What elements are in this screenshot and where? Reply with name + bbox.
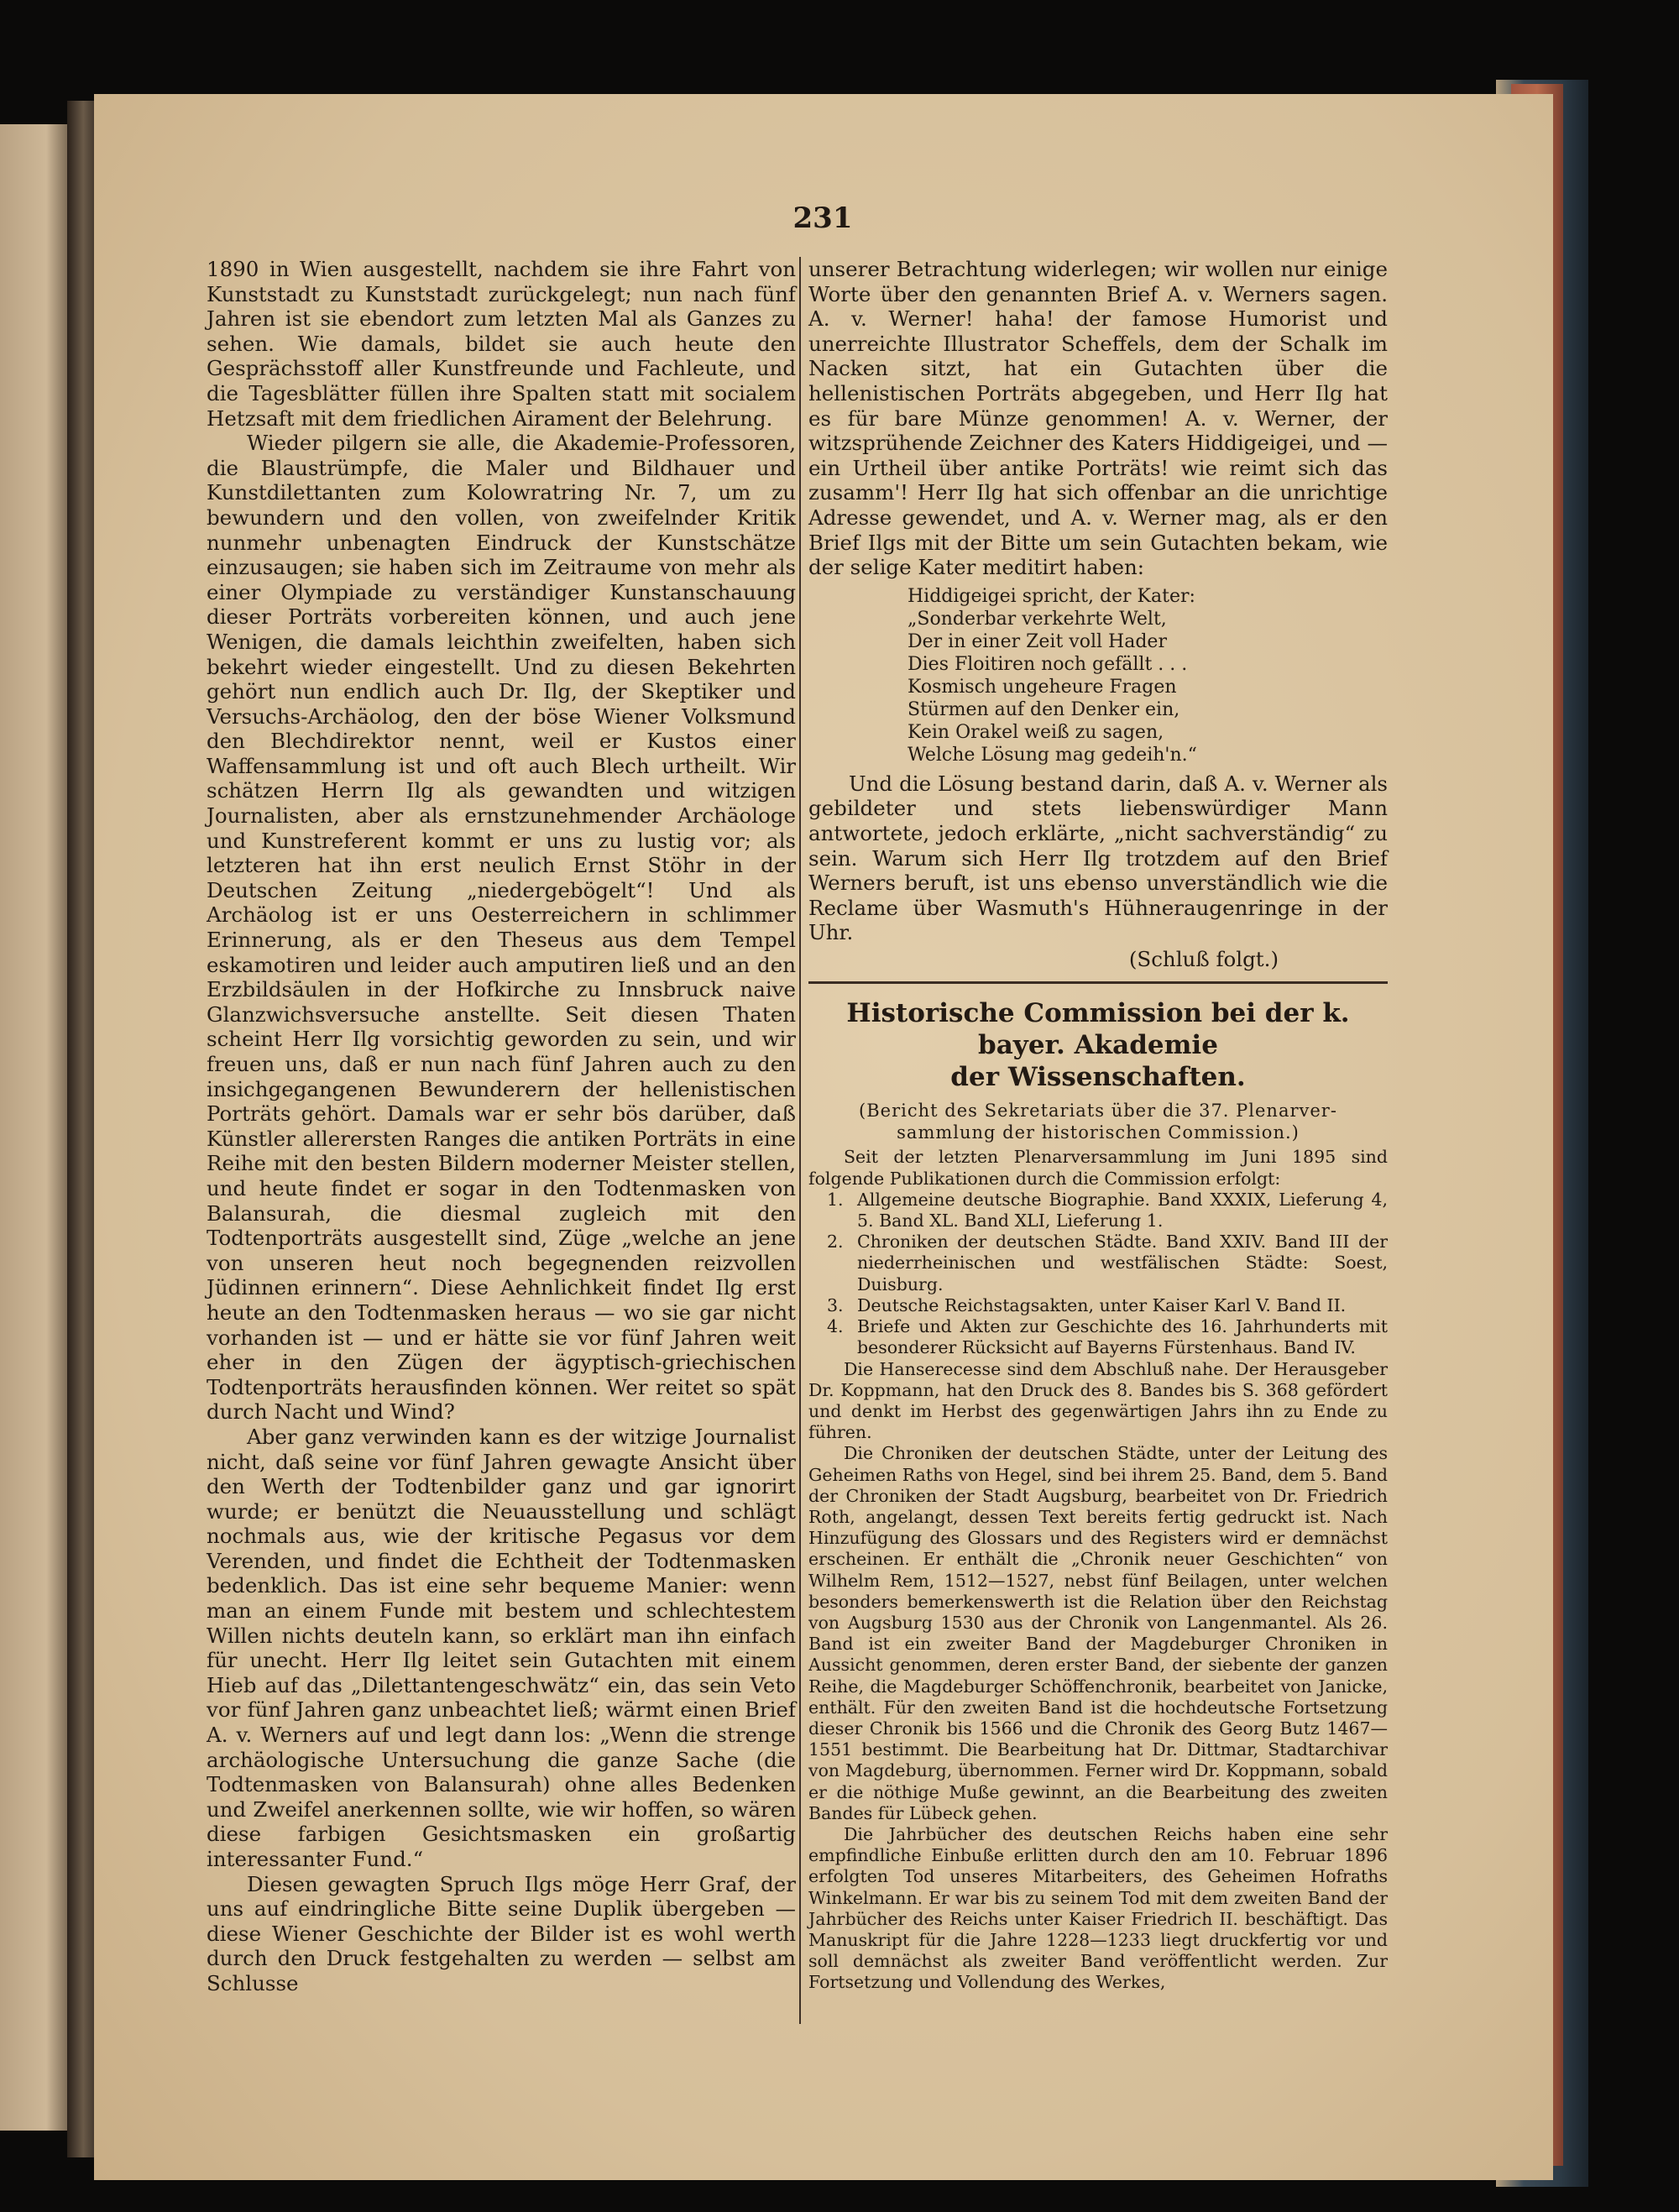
- subtitle-line: (Bericht des Sekretariats über die 37. Plenarver-: [859, 1101, 1337, 1122]
- poem: [907, 585, 1388, 766]
- poem-line: Stürmen auf den Denker ein,: [907, 698, 1180, 720]
- left-column: [207, 257, 796, 1996]
- report-body: [808, 1147, 1388, 1993]
- poem-line: Dies Floitiren noch gefällt . . .: [907, 653, 1188, 675]
- paragraph: Und die Lösung bestand darin, daß A. v. Werner als gebildeter und stets liebenswürdiger Mann antwortete, jedoch erklärte, „nicht sachverständig“ zu sein. Warum sich Herr Ilg trotzdem auf den Brief Werners beruft, ist uns ebenso unverständlich wie die Reclame über Wasmuth's Hühneraugenringe in der Uhr.: [808, 771, 1388, 945]
- publication-list: [808, 1190, 1388, 1359]
- paragraph: Die Jahrbücher des deutschen Reichs haben eine sehr empfindliche Einbuße erlitten durch den am 10. Februar 1896 erfolgten Tod unseres Mitarbeiters, des Geheimen Hofraths Winkelmann. Er war bis zu seinem Tod mit dem zweiten Band der Jahrbücher des Reichs unter Kaiser Friedrich II. beschäftigt. Das Manuskript für die Jahre 1228—1233 liegt druckfertig vor und soll demnächst als zweiter Band veröffentlicht werden. Zur Fortsetzung und Vollendung des Werkes,: [808, 1823, 1388, 1993]
- paragraph: 1890 in Wien ausgestellt, nachdem sie ihre Fahrt von Kunststadt zu Kunststadt zurückgelegt; nun nach fünf Jahren ist sie ebendort zum letzten Mal als Ganzes zu sehen. Wie damals, bildet sie auch heute den Gesprächsstoff aller Kunstfreunde und Fachleute, und die Tagesblätter füllen ihre Spalten statt mit socialem Hetzsaft mit dem friedlichen Airament der Belehrung.: [207, 257, 796, 431]
- paragraph: Seit der letzten Plenarversammlung im Juni 1895 sind folgende Publikationen durch die Commission erfolgt:: [808, 1147, 1388, 1189]
- list-item: 4. Briefe und Akten zur Geschichte des 16. Jahrhunderts mit besonderer Rücksicht auf Bayerns Fürstenhaus. Band IV.: [827, 1316, 1388, 1358]
- poem-line: Hiddigeigei spricht, der Kater:: [907, 585, 1195, 607]
- heading-line: der Wissenschaften.: [950, 1062, 1246, 1093]
- heading-line: Historische Commission bei der k. bayer. Akademie: [846, 998, 1350, 1061]
- poem-line: Welche Lösung mag gedeih'n.“: [907, 744, 1197, 766]
- right-column: [808, 257, 1388, 1994]
- section-subtitle: [808, 1100, 1388, 1143]
- poem-line: Kein Orakel weiß zu sagen,: [907, 721, 1164, 743]
- paragraph: Wieder pilgern sie alle, die Akademie-Professoren, die Blaustrümpfe, die Maler und Bildhauer und Kunstdilettanten zum Kolowratring Nr. 7, um zu bewundern und den vollen, von zweifelnder Kritik nunmehr unbenagten Eindruck der Kunstschätze einzusaugen; sie haben sich im Zeitraume von mehr als einer Olympiade zu verständiger Kunstanschauung dieser Porträts vorbereiten können, und auch jene Wenigen, die damals leichthin zweifelten, haben sich bekehrt wieder eingestellt. Und zu diesen Bekehrten gehört nun endlich auch Dr. Ilg, der Skeptiker und Versuchs-Archäolog, den der böse Wiener Volksmund den Blechdirektor nennt, weil er Kustos einer Waffensammlung ist und oft auch Blech urtheilt. Wir schätzen Herrn Ilg als gewandten und witzigen Journalisten, aber als ernstzunehmender Archäologe und Kunstreferent kommt er uns zu lustig vor; als letzteren hat ihn erst neulich Ernst Stöhr in der Deutschen Zeitung „niedergebögelt“! Und als Archäolog ist er uns Oesterreichern in schlimmer Erinnerung, als er den Theseus aus dem Tempel eskamotiren und leider auch amputiren ließ und an den Erzbildsäulen in der Hofkirche zu Innsbruck naive Glanzwichsversuche anstellte. Seit diesen Thaten scheint Herr Ilg vorsichtig geworden zu sein, und wir freuen uns, daß er nun nach fünf Jahren auch zu den insichgegangenen Bewunderern der hellenistischen Porträts gehört. Damals war er sehr bös darüber, daß Künstler allerersten Ranges die antiken Porträts in eine Reihe mit den besten Bildern moderner Meister stellen, und heute findet er sogar in den Todtenmasken von Balansurah, die diesmal zugleich mit den Todtenporträts ausgestellt sind, Züge „welche an jene von unseren heut noch begegnenden reizvollen Jüdinnen erinnern“. Diese Aehnlichkeit findet Ilg erst heute an den Todtenmasken heraus — wo sie gar nicht vorhanden ist — und er hätte sie vor fünf Jahren weit eher in den Zügen der ägyptisch-griechischen Todtenporträts herausfinden können. Wer reitet so spät durch Nacht und Wind?: [207, 431, 796, 1425]
- poem-line: Der in einer Zeit voll Hader: [907, 630, 1167, 652]
- paragraph: Die Hanserecesse sind dem Abschluß nahe. Der Herausgeber Dr. Koppmann, hat den Druck des 8. Bandes bis S. 368 gefördert und denkt im Herbst des gegenwärtigen Jahrs ihn zu Ende zu führen.: [808, 1358, 1388, 1443]
- paragraph: unserer Betrachtung widerlegen; wir wollen nur einige Worte über den genannten Brief A. v. Werners sagen. A. v. Werner! haha! der famose Humorist und unerreichte Illustrator Scheffels, dem der Schalk im Nacken sitzt, hat ein Gutachten über die hellenistischen Porträts abgegeben, und Herr Ilg hat es für bare Münze genommen! A. v. Werner, der witzsprühende Zeichner des Katers Hiddigeigei, und — ein Urtheil über antike Porträts! wie reimt sich das zusamm'! Herr Ilg hat sich offenbar an die unrichtige Adresse gewendet, und A. v. Werner mag, als er den Brief Ilgs mit der Bitte um sein Gutachten bekam, wie der selige Kater meditirt haben:: [808, 257, 1388, 580]
- subtitle-line: sammlung der historischen Commission.): [897, 1122, 1300, 1143]
- paragraph: Die Chroniken der deutschen Städte, unter der Leitung des Geheimen Raths von Hegel, sind bei ihrem 25. Band, dem 5. Band der Chroniken der Stadt Augsburg, bearbeitet von Dr. Friedrich Roth, angelangt, dessen Text bereits fertig gedruckt ist. Nach Hinzufügung des Glossars und des Registers wird er demnächst erscheinen. Er enthält die „Chronik neuer Geschichten“ von Wilhelm Rem, 1512—1527, nebst fünf Beilagen, unter welchen besonders bemerkenswerth ist die Relation über den Reichstag von Augsburg 1530 aus der Chronik von Langenmantel. Als 26. Band ist ein zweiter Band der Magdeburger Chroniken in Aussicht genommen, deren erster Band, der siebente der ganzen Reihe, die Magdeburger Schöffenchronik, bearbeitet von Janicke, enthält. Für den zweiten Band ist die hochdeutsche Fortsetzung dieser Chronik bis 1566 und die Chronik des Georg Butz 1467—1551 bestimmt. Die Bearbeitung hat Dr. Dittmar, Stadtarchivar von Magdeburg, übernommen. Ferner wird Dr. Koppmann, sobald er die nöthige Muße gewinnt, an die Bearbeitung des zweiten Bandes für Lübeck gehen.: [808, 1443, 1388, 1823]
- list-item: 3. Deutsche Reichstagsakten, unter Kaiser Karl V. Band II.: [827, 1294, 1347, 1315]
- left-page-edge: [0, 124, 77, 2131]
- page-number: 231: [792, 201, 853, 235]
- paragraph: Aber ganz verwinden kann es der witzige Journalist nicht, daß seine vor fünf Jahren gewagte Ansicht über den Werth der Todtenbilder ganz und gar ignorirt wurde; er benützt die Neuausstellung und schlägt nochmals aus, wie der kritische Pegasus vor dem Verenden, und findet die Echtheit der Todtenmasken bedenklich. Das ist eine sehr bequeme Manier: wenn man an einem Funde mit bestem und schlechtestem Willen nichts deuteln kann, so erklärt man ihn einfach für unecht. Herr Ilg leitet sein Gutachten mit einem Hieb auf das „Dilettantengeschwätz“ ein, das sein Veto vor fünf Jahren ganz unbeachtet ließ; wärmt einen Brief A. v. Werners auf und legt dann los: „Wenn die strenge archäologische Untersuchung die ganze Sache (die Todtenmasken von Balansurah) ohne alles Bedenken und Zweifel anerkennen sollte, wie wir hoffen, so wären diese farbigen Gesichtsmasken ein großartig interessanter Fund.“: [207, 1424, 796, 1871]
- section-rule: [808, 981, 1388, 984]
- poem-line: „Sonderbar verkehrte Welt,: [907, 608, 1167, 630]
- poem-line: Kosmisch ungeheure Fragen: [907, 676, 1177, 698]
- list-item: 1. Allgemeine deutsche Biographie. Band XXXIX, Lieferung 4, 5. Band XL. Band XLI, Lieferung 1.: [827, 1189, 1388, 1232]
- section-heading: [808, 997, 1388, 1093]
- list-item: 2. Chroniken der deutschen Städte. Band XXIV. Band III der niederrheinischen und westfälischen Städte: Soest, Duisburg.: [827, 1232, 1388, 1294]
- to-be-continued: (Schluß folgt.): [1128, 946, 1279, 971]
- column-divider: [799, 257, 801, 2024]
- paragraph: Diesen gewagten Spruch Ilgs möge Herr Graf, der uns auf eindringliche Bitte seine Duplik übergeben — diese Wiener Geschichte der Bilder ist es wohl werth durch den Druck festgehalten zu werden — selbst am Schlusse: [207, 1871, 796, 1995]
